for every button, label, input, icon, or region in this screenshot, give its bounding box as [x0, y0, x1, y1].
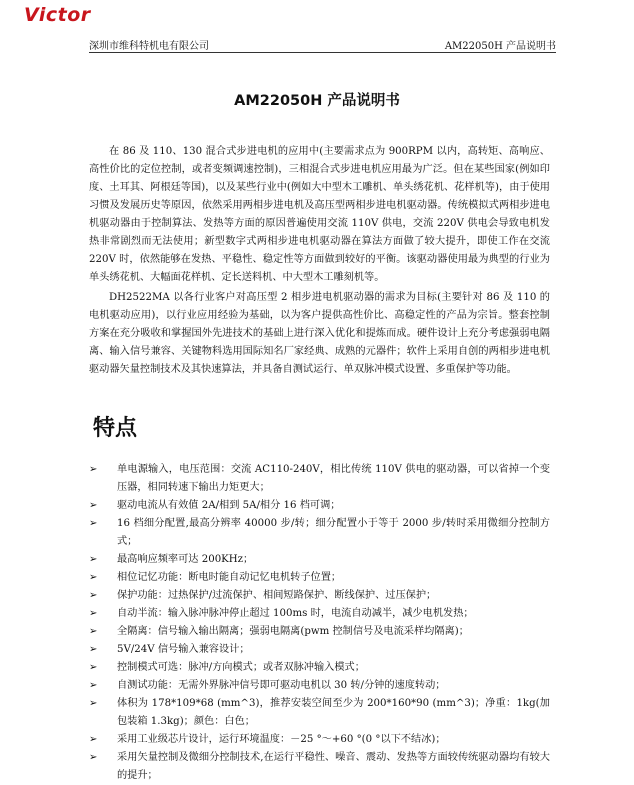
list-item: [89, 515, 550, 551]
list-item: [89, 659, 550, 677]
feature-text: 自测试功能：无需外界脉冲信号即可驱动电机以 30 转/分钟的速度转动；: [117, 680, 446, 691]
feature-text: 16 档细分配置,最高分辨率 40000 步/转；细分配置小于等于 2000 步/转时采用微细分控制方式；: [117, 518, 550, 547]
bullet-arrow-icon: ➢: [89, 590, 98, 601]
bullet-arrow-icon: ➢: [89, 626, 98, 637]
feature-text: 相位记忆功能：断电时能自动记忆电机转子位置；: [117, 572, 342, 583]
feature-text: 最高响应频率可达 200KHz；: [117, 554, 254, 565]
list-item: [89, 641, 550, 659]
list-item: [89, 461, 550, 497]
features-list: [89, 461, 550, 785]
intro-paragraph-1: 在 86 及 110、130 混合式步进电机的应用中(主要需求点为 900RPM 以内，高转矩、高响应、高性价比的定位控制，或者变频调速控制)，三相混合式步进电机应用最为广泛。但在某些国家(例如印度、土耳其、阿根廷等国)，以及某些行业中(例如大中型木工雕机、单头绣花机、花样机等)，由于使用习惯及发展历史等原因，依然采用两相步进电机及高压型两相步进电机驱动器。传统模拟式两相步进电机驱动器由于控制算法、发热等方面的原因普遍使用交流 110V 供电，交流 220V 供电会导致电机发热非常剧烈而无法使用；新型数字式两相步进电机驱动器在算法方面做了较大提升，即使工作在交流 220V 时，依然能够在发热、平稳性、稳定性等方面做到较好的平衡。该驱动器使用最为典型的行业为单头绣花机、大幅面花样机、定长送料机、中大型木工雕刻机等。: [89, 146, 550, 283]
header-document-name: AM22050H 产品说明书: [444, 41, 556, 52]
list-item: [89, 497, 550, 515]
bullet-arrow-icon: ➢: [89, 734, 98, 745]
bullet-arrow-icon: ➢: [89, 500, 98, 511]
feature-text: 控制模式可选：脉冲/方向模式；或者双脉冲输入模式；: [117, 662, 365, 673]
list-item: [89, 677, 550, 695]
list-item: [89, 569, 550, 587]
features-heading: 特点: [93, 416, 138, 441]
list-item: [89, 695, 550, 731]
list-item: [89, 587, 550, 605]
feature-text: 自动半流：输入脉冲脉冲停止超过 100ms 时，电流自动减半，减少电机发热；: [117, 608, 474, 619]
header-divider: [89, 52, 556, 53]
intro-section: [89, 143, 550, 381]
bullet-arrow-icon: ➢: [89, 644, 98, 655]
feature-text: 全隔离：信号输入输出隔离；强弱电隔离(pwm 控制信号及电流采样均隔离)；: [117, 626, 469, 637]
bullet-arrow-icon: ➢: [89, 752, 98, 763]
document-title: AM22050H 产品说明书: [234, 93, 400, 109]
feature-text: 单电源输入，电压范围：交流 AC110-240V，相比传统 110V 供电的驱动器，可以省掉一个变压器，相同转速下输出力矩更大；: [117, 464, 550, 493]
company-logo: Victor: [24, 4, 91, 26]
bullet-arrow-icon: ➢: [89, 572, 98, 583]
feature-text: 保护功能：过热保护/过流保护、相间短路保护、断线保护、过压保护；: [117, 590, 437, 601]
list-item: [89, 749, 550, 785]
list-item: [89, 551, 550, 569]
feature-text: 驱动电流从有效值 2A/相到 5A/相分 16 档可调；: [117, 500, 341, 511]
bullet-arrow-icon: ➢: [89, 518, 98, 529]
bullet-arrow-icon: ➢: [89, 464, 98, 475]
bullet-arrow-icon: ➢: [89, 554, 98, 565]
bullet-arrow-icon: ➢: [89, 662, 98, 673]
list-item: [89, 623, 550, 641]
feature-text: 体积为 178*109*68 (mm^3)，推荐安装空间至少为 200*160*90 (mm^3)；净重：1kg(加包装箱 1.3kg)；颜色：白色；: [117, 698, 550, 727]
feature-text: 采用工业级芯片设计，运行环境温度：－25 °～+60 °(0 °以下不结冰)；: [117, 734, 446, 745]
bullet-arrow-icon: ➢: [89, 698, 98, 709]
intro-paragraph-2: DH2522MA 以各行业客户对高压型 2 相步进电机驱动器的需求为目标(主要针对 86 及 110 的电机驱动应用)，以行业应用经验为基础，以为客户提供高性价比、高稳定性的产品为宗旨。整套控制方案在充分吸收和掌握国外先进技术的基础上进行深入优化和提炼而成。硬件设计上充分考虑强弱电隔离、输入信号兼容、关键物料选用国际知名厂家经典、成熟的元器件；软件上采用自创的两相步进电机驱动器矢量控制技术及其快速算法，并具备自测试运行、单双脉冲模式设置、多重保护等功能。: [89, 292, 550, 375]
feature-text: 采用矢量控制及微细分控制技术,在运行平稳性、噪音、震动、发热等方面较传统驱动器均有较大的提升；: [117, 752, 550, 781]
header-company-name: 深圳市维科特机电有限公司: [89, 41, 209, 52]
bullet-arrow-icon: ➢: [89, 680, 98, 691]
bullet-arrow-icon: ➢: [89, 608, 98, 619]
list-item: [89, 731, 550, 749]
list-item: [89, 605, 550, 623]
feature-text: 5V/24V 信号输入兼容设计；: [117, 644, 250, 655]
